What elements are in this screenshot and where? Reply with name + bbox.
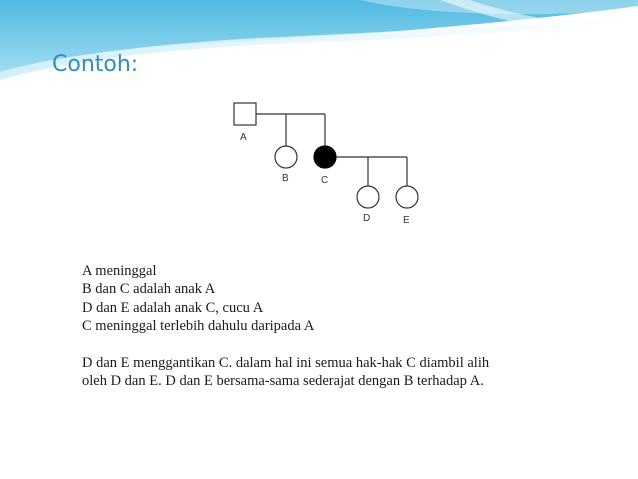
label-d: D <box>363 213 371 224</box>
paragraph-line: oleh D dan E. D dan E bersama-sama sederajat dengan B terhadap A. <box>82 373 484 390</box>
label-a: A <box>240 132 247 143</box>
family-tree-svg <box>181 79 461 253</box>
label-e: E <box>403 215 410 226</box>
paragraph-line: D dan E menggantikan C. dalam hal ini semua hak-hak C diambil alih <box>82 354 490 371</box>
note-line: C meninggal terlebih dahulu daripada A <box>82 318 315 335</box>
label-c: C <box>321 175 329 186</box>
person-c-circle <box>314 146 336 168</box>
person-d-circle <box>357 186 379 208</box>
note-line: B dan C adalah anak A <box>82 281 216 298</box>
note-line: D dan E adalah anak C, cucu A <box>82 299 264 316</box>
label-b: B <box>282 173 289 184</box>
family-tree-diagram <box>181 79 461 253</box>
person-e-circle <box>396 186 418 208</box>
note-line: A meninggal <box>82 263 157 279</box>
person-a-square <box>234 103 256 125</box>
slide-title: Contoh: <box>52 52 139 77</box>
person-b-circle <box>275 146 297 168</box>
notes-text <box>82 262 602 390</box>
